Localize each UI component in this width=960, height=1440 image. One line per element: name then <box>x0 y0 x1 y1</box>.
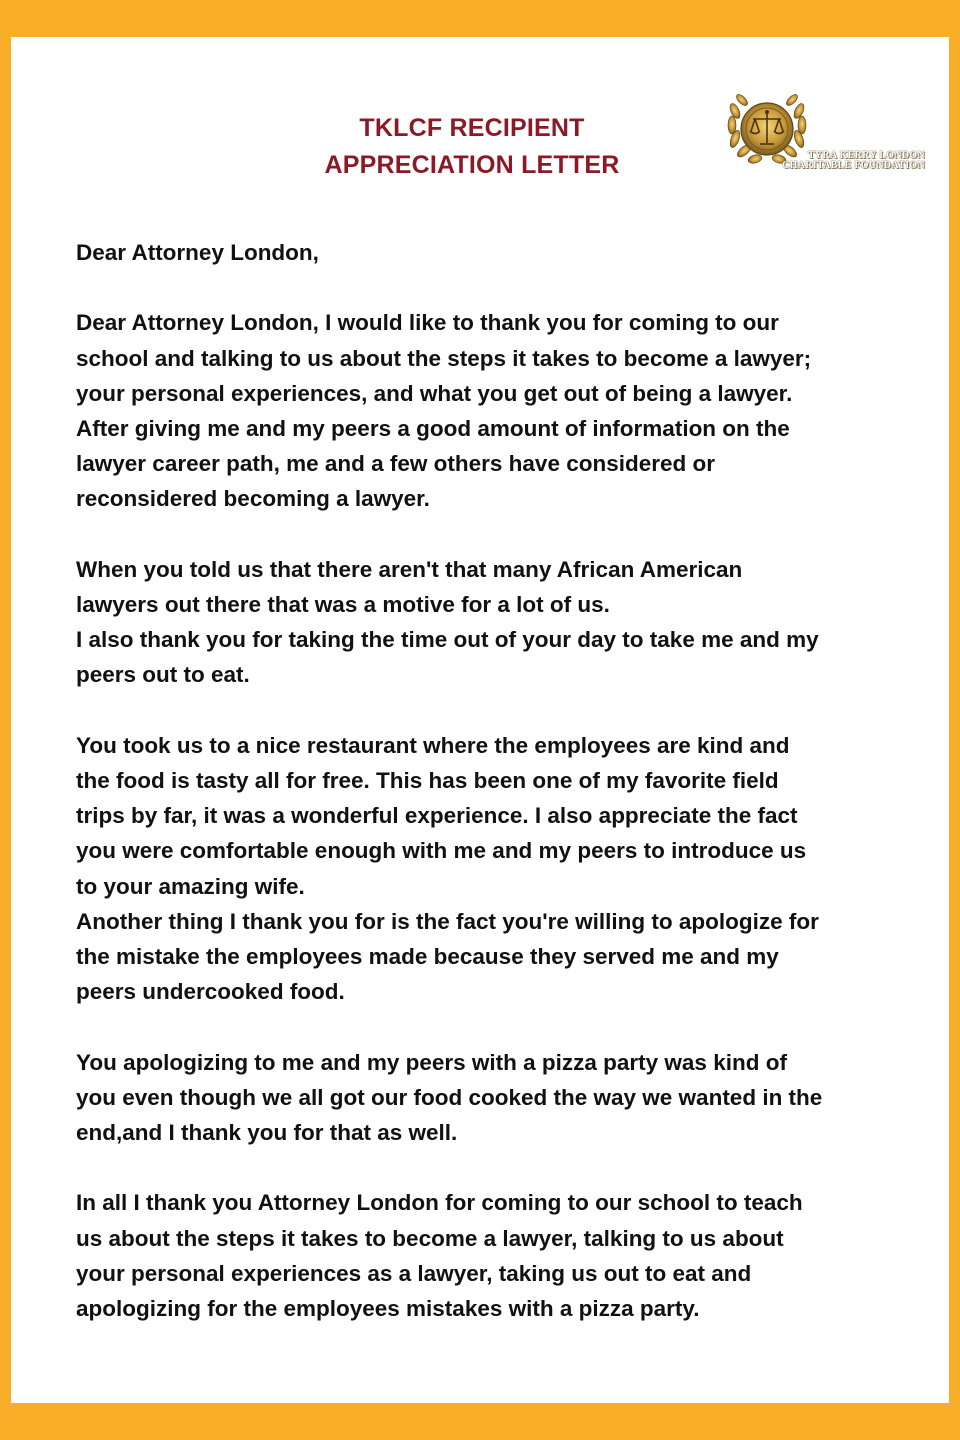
foundation-name-line-2: CHARITABLE FOUNDATION <box>782 160 925 171</box>
paragraph-2: When you told us that there aren't that many African American lawyers out there that was a motive for a lot of us. I also thank you for taking the time out of your day to take me and my peers out to eat. <box>76 556 819 688</box>
foundation-name <box>765 151 925 171</box>
letter-page <box>11 37 949 1403</box>
foundation-logo <box>725 89 925 175</box>
foundation-name-line-1: TYRA KERRY LONDON <box>807 150 925 161</box>
paragraph-1: Dear Attorney London, I would like to thank you for coming to our school and talking to us about the steps it takes to become a lawyer; your personal experiences, and what you get out of being a lawyer. After giving me and my peers a good amount of information on the lawyer career path, me and a few others have considered or reconsidered becoming a lawyer. <box>76 310 812 512</box>
title-line-1: TKLCF RECIPIENT <box>359 114 585 142</box>
title-line-2: APPRECIATION LETTER <box>324 151 620 179</box>
paragraph-4: You apologizing to me and my peers with a pizza party was kind of you even though we all got our food cooked the way we wanted in the end,and I thank you for that as well. <box>76 1049 823 1146</box>
salutation: Dear Attorney London, <box>76 240 319 265</box>
letter-body <box>76 235 876 1361</box>
paragraph-3: You took us to a nice restaurant where the employees are kind and the food is tasty all for free. This has been one of my favorite field trips by far, it was a wonderful experience. I also appreciate the fact you were comfortable enough with me and my peers to introduce us to your amazing wife. Another thing I thank you for is the fact you're willing to apologize for the mistake the employees made because they served me and my peers undercooked food. <box>76 732 819 1005</box>
paragraph-5: In all I thank you Attorney London for coming to our school to teach us about the steps it takes to become a lawyer, talking to us about your personal experiences as a lawyer, taking us out to eat and apologizing for the employees mistakes with a pizza party. <box>76 1190 803 1322</box>
